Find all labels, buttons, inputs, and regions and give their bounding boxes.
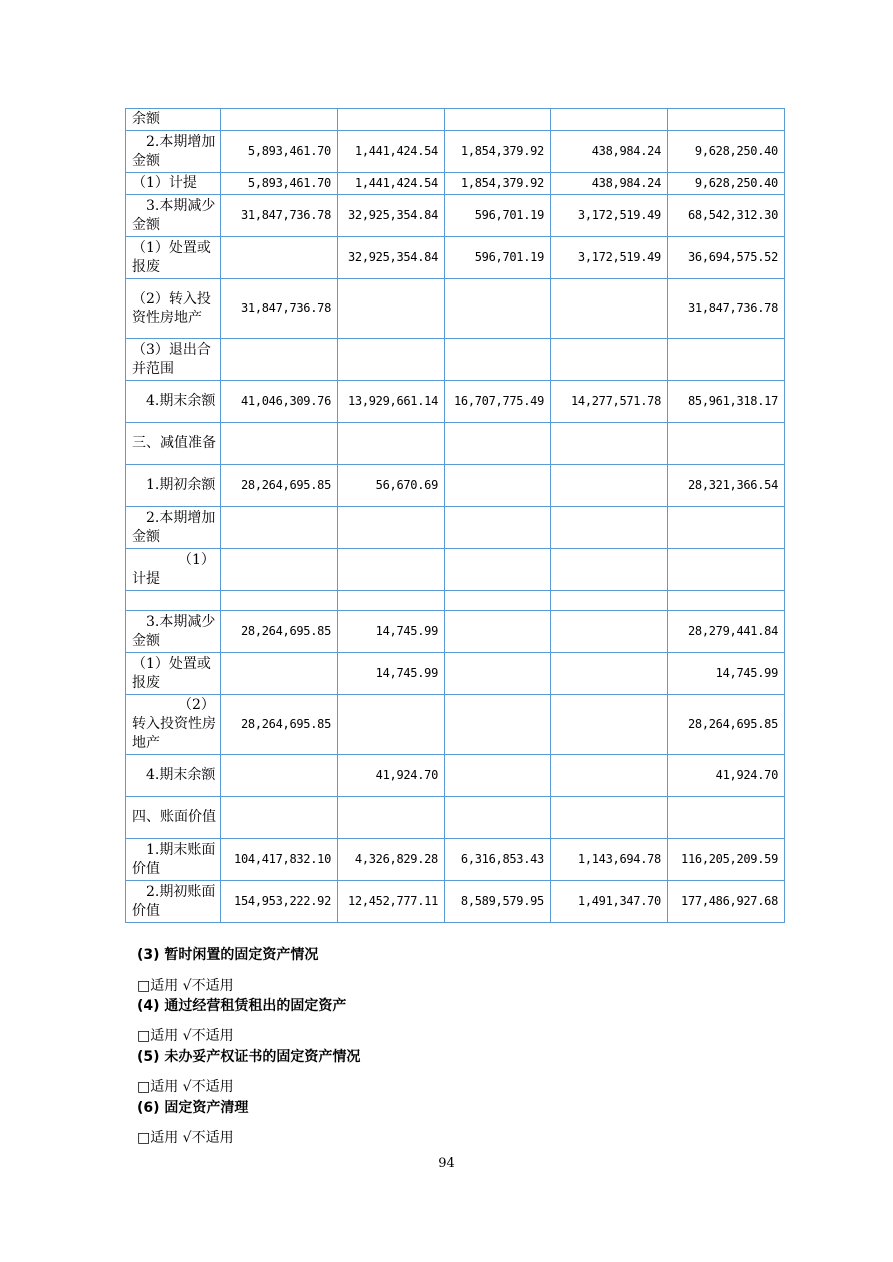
table-row — [126, 173, 785, 195]
fixed-assets-table — [125, 108, 785, 923]
table-cell: 85,961,318.17 — [668, 381, 785, 423]
table-row — [126, 423, 785, 465]
table-cell — [445, 507, 551, 549]
table-row — [126, 237, 785, 279]
table-cell — [338, 109, 445, 131]
table-cell — [221, 109, 338, 131]
table-cell: 13,929,661.14 — [338, 381, 445, 423]
table-row — [126, 881, 785, 923]
table-cell: 116,205,209.59 — [668, 839, 785, 881]
table-cell — [551, 653, 668, 695]
section-title: (4) 通过经营租赁租出的固定资产 — [137, 998, 347, 1014]
table-row — [126, 695, 785, 755]
table-cell — [221, 755, 338, 797]
table-cell — [445, 549, 551, 591]
row-label: （2）转入投资性房地产 — [126, 279, 221, 339]
table-cell: 36,694,575.52 — [668, 237, 785, 279]
table-cell — [551, 109, 668, 131]
table-cell — [221, 237, 338, 279]
section-title: (3) 暂时闲置的固定资产情况 — [137, 947, 319, 963]
table-cell: 5,893,461.70 — [221, 131, 338, 173]
table-cell: 14,277,571.78 — [551, 381, 668, 423]
row-label: （2）转入投资性房地产 — [126, 695, 221, 755]
table-cell — [445, 611, 551, 653]
applicability-option: □适用 √不适用 — [137, 1130, 234, 1146]
table-cell: 438,984.24 — [551, 131, 668, 173]
table-cell — [551, 755, 668, 797]
table-cell: 1,441,424.54 — [338, 131, 445, 173]
table-row — [126, 591, 785, 611]
table-cell — [338, 591, 445, 611]
table-cell: 28,264,695.85 — [221, 465, 338, 507]
table-cell: 104,417,832.10 — [221, 839, 338, 881]
table-cell — [445, 423, 551, 465]
row-label: 2.本期增加金额 — [126, 507, 221, 549]
table-cell — [445, 279, 551, 339]
table-cell: 14,745.99 — [338, 611, 445, 653]
table-cell — [338, 339, 445, 381]
row-label: （1）处置或报废 — [126, 653, 221, 695]
table-cell: 41,046,309.76 — [221, 381, 338, 423]
table-cell: 28,264,695.85 — [221, 611, 338, 653]
table-cell: 12,452,777.11 — [338, 881, 445, 923]
table-cell — [221, 549, 338, 591]
table-cell: 3,172,519.49 — [551, 237, 668, 279]
table-cell: 9,628,250.40 — [668, 173, 785, 195]
table-cell: 5,893,461.70 — [221, 173, 338, 195]
table-row — [126, 611, 785, 653]
table-cell — [338, 797, 445, 839]
table-cell — [668, 507, 785, 549]
table-cell: 28,264,695.85 — [221, 695, 338, 755]
table-cell: 3,172,519.49 — [551, 195, 668, 237]
row-label: （1）计提 — [126, 173, 221, 195]
table-cell — [445, 109, 551, 131]
row-label: 1.期初余额 — [126, 465, 221, 507]
table-cell — [221, 339, 338, 381]
table-cell — [668, 591, 785, 611]
table-cell — [221, 797, 338, 839]
table-cell: 1,854,379.92 — [445, 131, 551, 173]
table-row — [126, 839, 785, 881]
page-number: 94 — [438, 1156, 455, 1171]
table-cell: 9,628,250.40 — [668, 131, 785, 173]
table-row — [126, 109, 785, 131]
table-cell — [551, 507, 668, 549]
row-label: 4.期末余额 — [126, 755, 221, 797]
table-row — [126, 195, 785, 237]
table-cell: 32,925,354.84 — [338, 237, 445, 279]
table-row — [126, 507, 785, 549]
row-label: 1.期末账面价值 — [126, 839, 221, 881]
table-cell: 1,143,694.78 — [551, 839, 668, 881]
table-cell: 31,847,736.78 — [668, 279, 785, 339]
row-label: （3）退出合并范围 — [126, 339, 221, 381]
table-cell — [221, 423, 338, 465]
table-cell: 41,924.70 — [668, 755, 785, 797]
table-cell: 596,701.19 — [445, 195, 551, 237]
table-row — [126, 279, 785, 339]
table-cell: 16,707,775.49 — [445, 381, 551, 423]
table-row — [126, 465, 785, 507]
table-cell — [338, 695, 445, 755]
table-cell — [668, 549, 785, 591]
applicability-option: □适用 √不适用 — [137, 1028, 234, 1044]
table-cell — [445, 797, 551, 839]
table-cell: 14,745.99 — [668, 653, 785, 695]
row-label: 3.本期减少金额 — [126, 195, 221, 237]
table-cell: 1,854,379.92 — [445, 173, 551, 195]
table-row — [126, 797, 785, 839]
table-cell — [551, 423, 668, 465]
table-cell: 41,924.70 — [338, 755, 445, 797]
section-title: (5) 未办妥产权证书的固定资产情况 — [137, 1049, 361, 1065]
row-label: 余额 — [126, 109, 221, 131]
table-cell: 28,279,441.84 — [668, 611, 785, 653]
row-label: 3.本期减少金额 — [126, 611, 221, 653]
table-cell: 6,316,853.43 — [445, 839, 551, 881]
table-cell — [551, 611, 668, 653]
table-cell: 14,745.99 — [338, 653, 445, 695]
table-cell: 4,326,829.28 — [338, 839, 445, 881]
table-cell — [445, 653, 551, 695]
row-label: 四、账面价值 — [126, 797, 221, 839]
applicability-option: □适用 √不适用 — [137, 1079, 234, 1095]
table-cell — [221, 653, 338, 695]
table-cell: 28,321,366.54 — [668, 465, 785, 507]
row-label: 2.本期增加金额 — [126, 131, 221, 173]
table-cell — [338, 549, 445, 591]
table-row — [126, 339, 785, 381]
table-cell: 1,441,424.54 — [338, 173, 445, 195]
row-label: （1）处置或报废 — [126, 237, 221, 279]
table-row — [126, 755, 785, 797]
table-cell — [445, 591, 551, 611]
table-cell: 8,589,579.95 — [445, 881, 551, 923]
table-cell — [551, 797, 668, 839]
table-cell: 31,847,736.78 — [221, 279, 338, 339]
table-cell: 596,701.19 — [445, 237, 551, 279]
table-cell — [551, 339, 668, 381]
table-cell — [338, 507, 445, 549]
table-cell — [668, 423, 785, 465]
table-row — [126, 653, 785, 695]
table-cell: 177,486,927.68 — [668, 881, 785, 923]
table-cell — [551, 549, 668, 591]
section-title: (6) 固定资产清理 — [137, 1100, 249, 1116]
table-cell — [445, 339, 551, 381]
table-cell: 68,542,312.30 — [668, 195, 785, 237]
table-cell: 31,847,736.78 — [221, 195, 338, 237]
table-cell — [445, 755, 551, 797]
row-label: （1）计提 — [126, 549, 221, 591]
table-row — [126, 381, 785, 423]
table-cell — [668, 339, 785, 381]
table-cell — [551, 465, 668, 507]
table-cell: 28,264,695.85 — [668, 695, 785, 755]
table-cell — [445, 465, 551, 507]
table-cell: 32,925,354.84 — [338, 195, 445, 237]
table-cell: 438,984.24 — [551, 173, 668, 195]
table-cell — [338, 279, 445, 339]
table-cell — [551, 695, 668, 755]
row-label: 2.期初账面价值 — [126, 881, 221, 923]
table-cell: 154,953,222.92 — [221, 881, 338, 923]
table-cell — [445, 695, 551, 755]
table-cell — [668, 109, 785, 131]
table-cell: 56,670.69 — [338, 465, 445, 507]
table-cell — [551, 591, 668, 611]
table-cell — [668, 797, 785, 839]
row-label: 4.期末余额 — [126, 381, 221, 423]
table-row — [126, 131, 785, 173]
applicability-option: □适用 √不适用 — [137, 978, 234, 994]
table-cell — [551, 279, 668, 339]
table-cell — [221, 591, 338, 611]
table-cell: 1,491,347.70 — [551, 881, 668, 923]
row-label — [126, 591, 221, 611]
table-cell — [221, 507, 338, 549]
row-label: 三、减值准备 — [126, 423, 221, 465]
table-row — [126, 549, 785, 591]
table-cell — [338, 423, 445, 465]
